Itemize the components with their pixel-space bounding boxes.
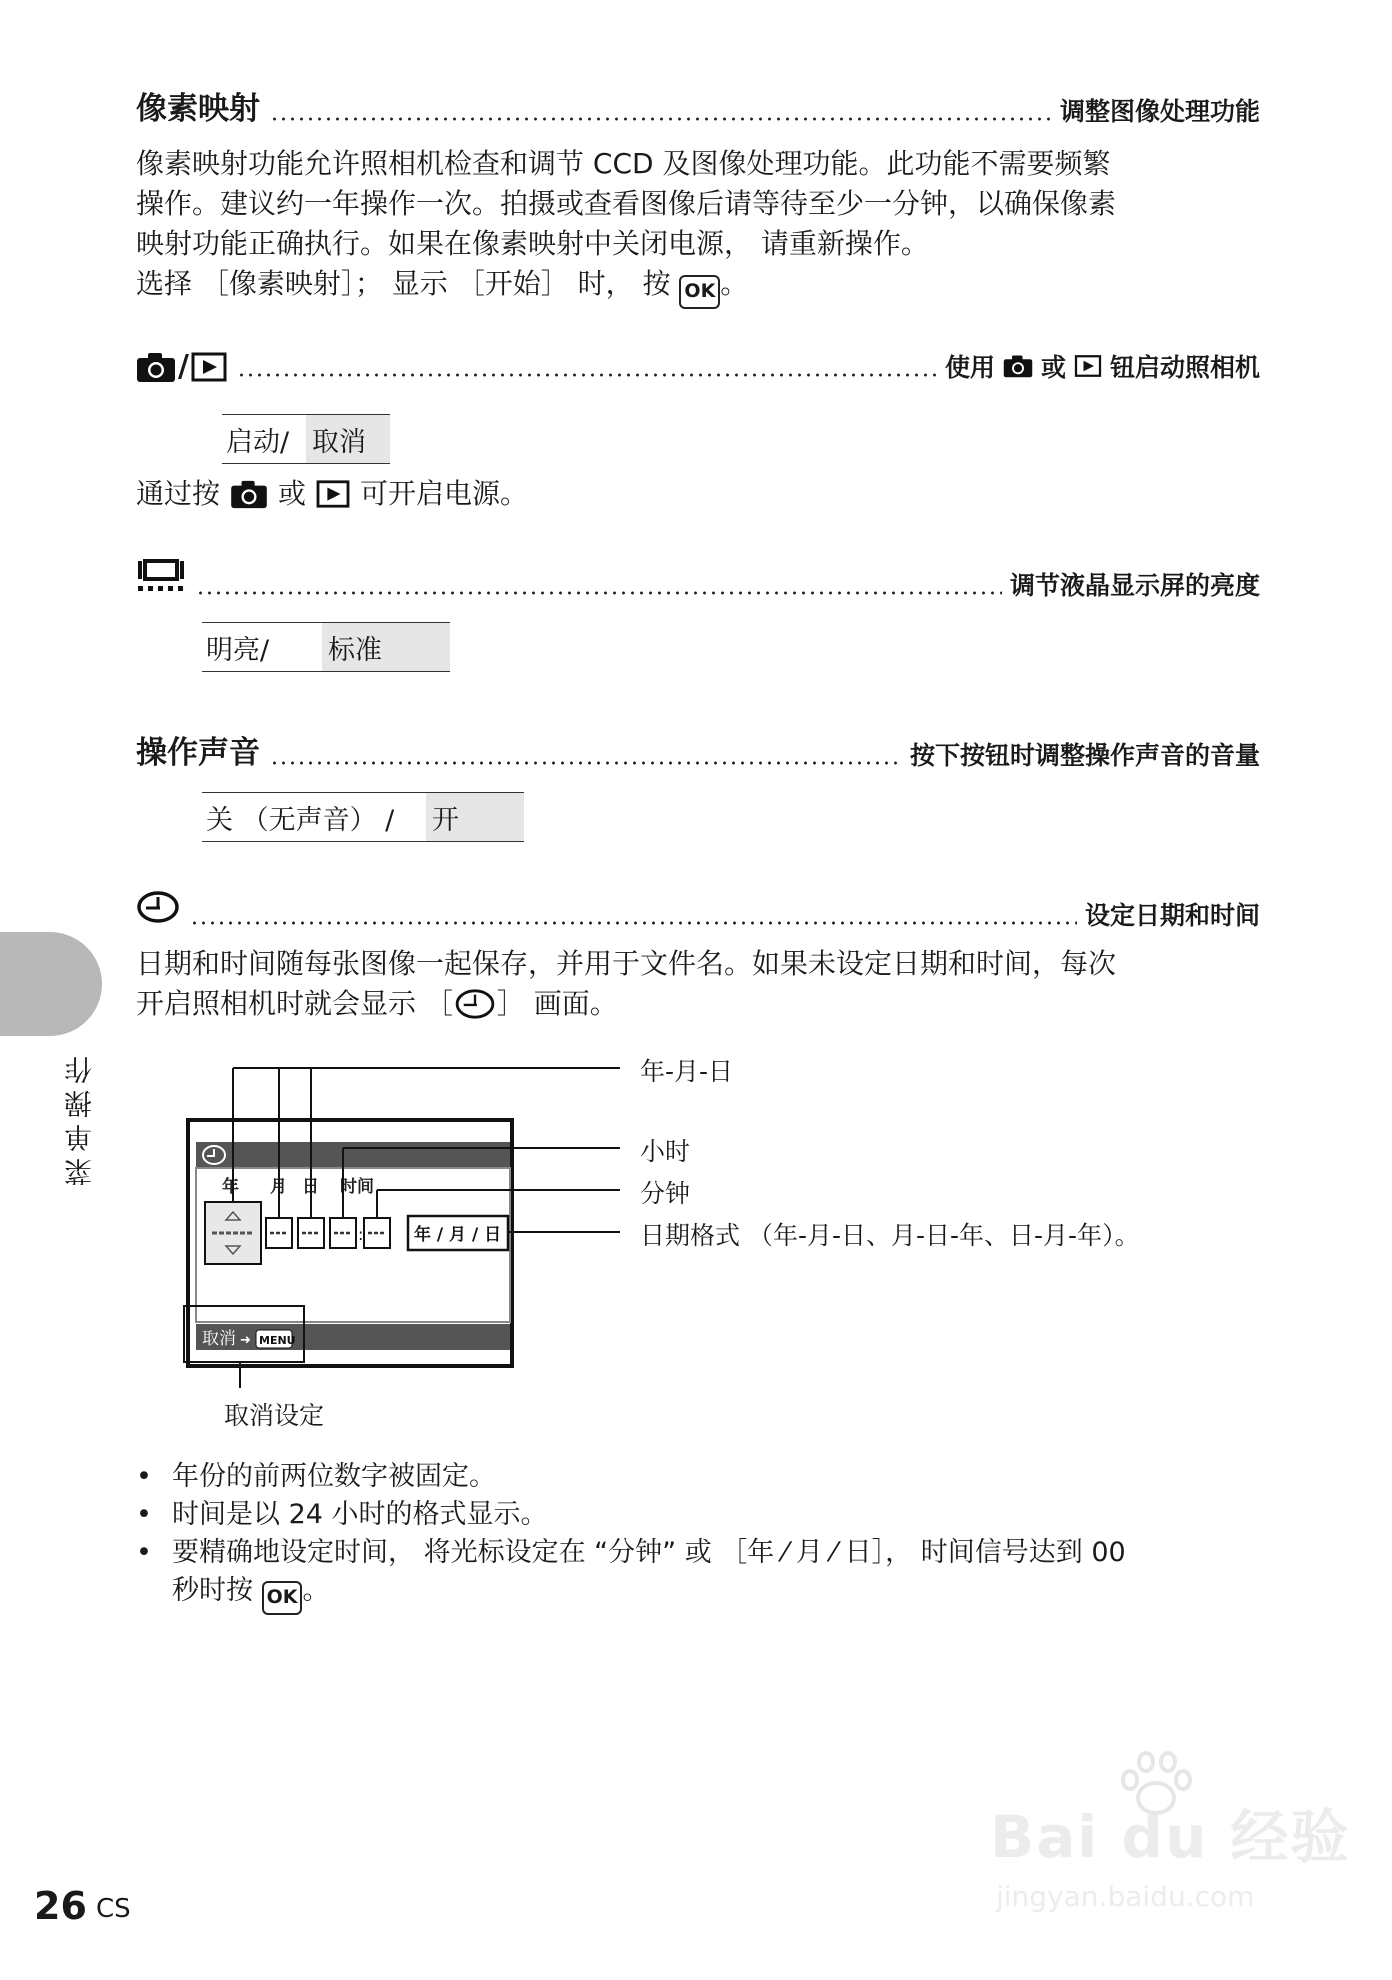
section-description: 调节液晶显示屏的亮度: [1009, 571, 1260, 600]
leader-dots: [270, 761, 902, 765]
option-off: 关 （无声音） /: [206, 804, 395, 836]
note-text: 时间是以 24 小时的格式显示。: [172, 1499, 548, 1530]
power-body: [136, 474, 1266, 514]
playback-icon: [316, 479, 350, 509]
leader-dots: [270, 117, 1052, 121]
section-description: 设定日期和时间: [1084, 901, 1260, 930]
note-line: 要精确地设定时间， 将光标设定在 “分钟” 或 ［年 ⁄ 月 ⁄ 日］， 时间信号达到 00: [172, 1537, 1126, 1568]
label-ymd: 年-月-日: [640, 1057, 734, 1086]
clock-icon: [136, 890, 180, 924]
select-instruction: 选择 ［像素映射］； 显示 ［开始］ 时， 按: [136, 267, 671, 300]
leader-dots: [196, 591, 1002, 595]
section-heading-datetime: [136, 896, 1260, 932]
beep-options: [202, 792, 524, 842]
playback-icon: [191, 351, 227, 383]
paw-icon: [1116, 1750, 1196, 1820]
screen-header: 年: [222, 1177, 239, 1197]
option-cancel: 取消: [306, 415, 390, 463]
end-punct: 。: [720, 267, 749, 300]
label-hour: 小时: [640, 1137, 691, 1166]
watermark-url: jingyan.baidu.com: [996, 1880, 1255, 1913]
datetime-body: [136, 944, 1266, 1024]
body-line: [136, 264, 1266, 309]
section-heading-beep: [136, 736, 1260, 772]
note-text: [172, 1534, 1126, 1615]
body-text: 通过按: [136, 477, 221, 510]
section-title: [136, 558, 186, 602]
body-line: 日期和时间随每张图像一起保存，并用于文件名。如果未设定日期和时间，每次: [136, 947, 1117, 980]
list-item: • 时间是以 24 小时的格式显示。: [136, 1496, 1266, 1534]
screen-header: 时间: [340, 1177, 374, 1197]
screen-header: 日: [302, 1177, 319, 1197]
section-title: [136, 890, 180, 932]
note-line: 秒时按: [172, 1575, 253, 1606]
side-tab: [0, 932, 102, 1036]
leader-dots: [237, 373, 937, 377]
pixel-mapping-body: [136, 144, 1266, 309]
camera-icon: [1003, 354, 1033, 378]
option-bright: 明亮/: [206, 634, 270, 666]
label-minute: 分钟: [640, 1179, 691, 1208]
section-title: [136, 349, 227, 384]
screen-header: 月: [270, 1177, 287, 1197]
body-line: 映射功能正确执行。如果在像素映射中关闭电源， 请重新操作。: [136, 227, 929, 260]
option-on: 开: [426, 793, 524, 841]
end-punct: 。: [302, 1575, 330, 1606]
svg-text:➜: ➜: [240, 1333, 251, 1348]
desc-text: 钮启动照相机: [1109, 353, 1260, 382]
body-line: 操作。建议约一年操作一次。拍摄或查看图像后请等待至少一分钟，以确保像素: [136, 187, 1117, 220]
clock-icon: [453, 988, 497, 1020]
body-line: 像素映射功能允许照相机检查和调节 CCD 及图像处理功能。此功能不需要频繁: [136, 147, 1111, 180]
playback-icon: [1074, 354, 1102, 378]
camera-icon: [230, 479, 268, 509]
list-item: • 年份的前两位数字被固定。: [136, 1458, 1266, 1496]
ok-button-icon: OK: [679, 275, 720, 309]
power-options: [222, 414, 390, 464]
label-cancel-setting: 取消设定: [224, 1401, 325, 1430]
body-text: 开启照相机时就会显示 ［: [136, 987, 453, 1020]
side-tab-label: 菜单操作: [63, 1050, 96, 1186]
desc-text: 使用: [944, 353, 995, 382]
body-line: [136, 474, 1266, 514]
lcd-brightness-icon: [136, 558, 186, 594]
section-heading-lcd: [136, 566, 1260, 602]
slash: /: [178, 349, 189, 384]
body-text: 可开启电源。: [360, 477, 529, 510]
body-text: 或: [278, 477, 307, 510]
svg-text::: :: [358, 1225, 364, 1244]
notes-list: [136, 1458, 1266, 1615]
section-title: 像素映射: [136, 91, 260, 127]
ok-button-icon: OK: [262, 1581, 303, 1615]
section-description: 调整图像处理功能: [1059, 97, 1260, 126]
option-normal: 标准: [322, 623, 450, 671]
camera-icon: [136, 351, 176, 383]
language-code: CS: [96, 1894, 131, 1924]
desc-text: 或: [1040, 353, 1066, 382]
note-text: 年份的前两位数字被固定。: [172, 1461, 496, 1492]
leader-dots: [190, 921, 1077, 925]
page-number: 26: [34, 1884, 87, 1928]
label-date-format: 日期格式 （年-月-日、月-日-年、日-月-年）。: [640, 1221, 1140, 1250]
option-on: 启动/: [226, 426, 290, 458]
section-heading-pixel-mapping: [136, 92, 1260, 128]
screen-title-bar: [196, 1142, 510, 1168]
section-heading-power: [136, 348, 1260, 384]
date-format-text: 年 / 月 / 日: [414, 1225, 502, 1245]
watermark-brand: Bai du 经验: [990, 1803, 1351, 1871]
body-line: [136, 984, 1266, 1024]
body-text: ］ 画面。: [496, 987, 618, 1020]
menu-key-text: MENU: [259, 1334, 296, 1347]
cancel-text: 取消: [202, 1329, 236, 1349]
list-item: • 要精确地设定时间， 将光标设定在 “分钟” 或 ［年 ⁄ 月 ⁄ 日］， 时间信号达到 00 秒时按 OK 。: [136, 1534, 1266, 1615]
section-description: [945, 348, 1260, 384]
section-title: 操作声音: [136, 735, 260, 771]
lcd-options: [202, 622, 450, 672]
section-description: 按下按钮时调整操作声音的音量: [909, 741, 1260, 770]
